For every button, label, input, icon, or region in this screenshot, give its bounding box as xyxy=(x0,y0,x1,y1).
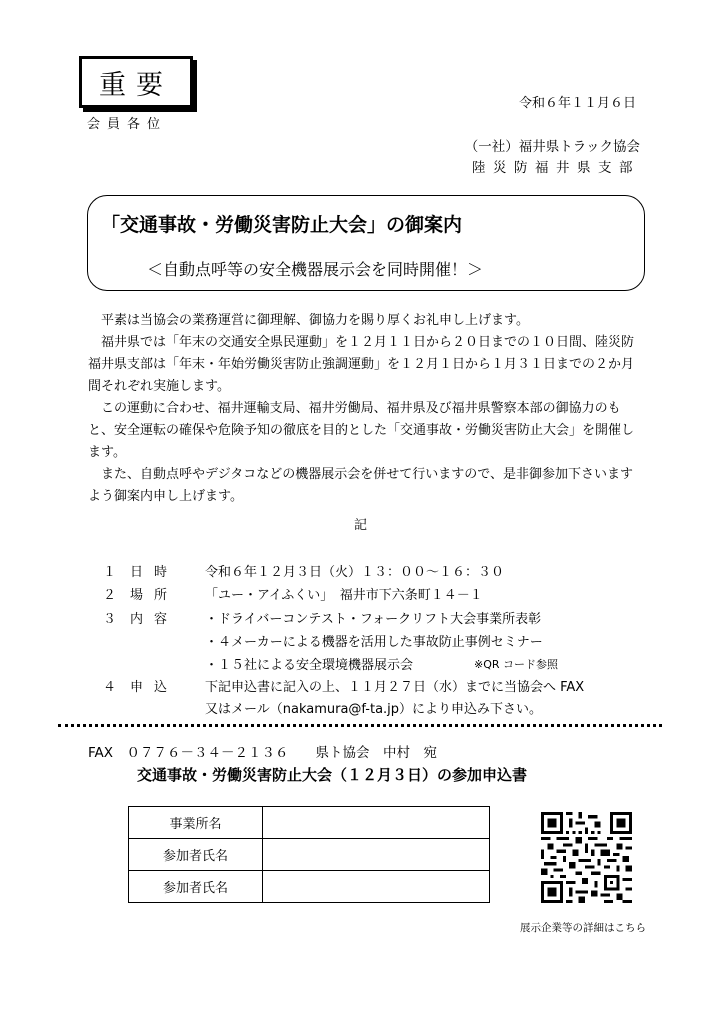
body-paragraph: この運動に合わせ、福井運輸支局、福井労働局、福井県及び福井県警察本部の御協力のもと、安全運転の確保や危険予知の徹底を目的とした「交通事故・労働災害防止大会」を開催します。 xyxy=(88,401,635,460)
document-title: 「交通事故・労働災害防止大会」の御案内 xyxy=(101,214,463,236)
sender-branch: 陸災防福井県支部 xyxy=(472,160,640,176)
qr-caption: 展示企業等の詳細はこちら xyxy=(520,922,646,934)
important-stamp xyxy=(79,56,193,108)
qr-reference-note: ※QR コード参照 xyxy=(474,658,559,671)
document-subtitle: ＜自動点呼等の安全機器展示会を同時開催！＞ xyxy=(147,260,484,279)
office-name-field[interactable] xyxy=(263,807,490,839)
detail-apply-line: 下記申込書に記入の上、１１月２７日（水）までに当協会へ FAX xyxy=(205,680,585,695)
detail-apply-label: 申込 xyxy=(130,680,179,695)
table-row xyxy=(129,871,490,903)
application-form-table xyxy=(128,806,490,903)
qr-code-icon xyxy=(541,812,632,903)
form-title: 交通事故・労働災害防止大会（１２月３日）の参加申込書 xyxy=(137,766,528,784)
body-paragraphs xyxy=(88,310,643,508)
issue-date: 令和６年１１月６日 xyxy=(518,96,636,111)
detail-content-num: ３ xyxy=(103,612,117,627)
detail-date-label: 日時 xyxy=(130,565,179,580)
detail-place-label: 場所 xyxy=(130,588,179,603)
detail-content-item: ・ドライバーコンテスト・フォークリフト大会事業所表彰 xyxy=(205,612,542,627)
cut-line-divider xyxy=(58,724,662,727)
participant-name-field[interactable] xyxy=(263,839,490,871)
table-row xyxy=(129,839,490,871)
detail-place-value: 「ユー・アイふくい」 福井市下六条町１４－１ xyxy=(205,588,483,603)
detail-content-item: ・４メーカーによる機器を活用した事故防止事例セミナー xyxy=(205,635,543,650)
detail-content-item: ・１５社による安全環境機器展示会 xyxy=(205,658,414,673)
participant-name-field[interactable] xyxy=(263,871,490,903)
detail-date-value: 令和６年１２月３日（火）１３：００～１６：３０ xyxy=(205,565,505,580)
fax-line: FAX ０７７６－３４－２１３６ 県ト協会 中村 宛 xyxy=(88,745,438,761)
detail-content-label: 内容 xyxy=(130,612,179,627)
table-row xyxy=(129,807,490,839)
form-label: 参加者氏名 xyxy=(129,871,263,903)
body-paragraph: 福井県では「年末の交通安全県民運動」を１２月１１日から２０日までの１０日間、陸災防福井県支部は「年末・年始労働災害防止強調運動」を１２月１日から１月３１日までの２か月間それぞれ実施します。 xyxy=(88,335,635,394)
important-label: 重要 xyxy=(99,69,173,101)
sender-org: （一社）福井県トラック協会 xyxy=(464,139,640,155)
form-label: 参加者氏名 xyxy=(129,839,263,871)
qr-code[interactable] xyxy=(541,812,632,903)
ki-label: 記 xyxy=(354,518,368,533)
body-paragraph: また、自動点呼やデジタコなどの機器展示会を併せて行いますので、是非御参加下さいますよう御案内申し上げます。 xyxy=(88,467,633,504)
recipients: 会員各位 xyxy=(87,117,168,132)
detail-apply-line: 又はメール（nakamura@f-ta.jp）により申込み下さい。 xyxy=(205,702,543,717)
detail-apply-num: ４ xyxy=(103,680,117,695)
body-paragraph: 平素は当協会の業務運営に御理解、御協力を賜り厚くお礼申し上げます。 xyxy=(88,313,529,328)
form-label: 事業所名 xyxy=(129,807,263,839)
detail-date-num: １ xyxy=(103,565,117,580)
detail-place-num: ２ xyxy=(103,588,117,603)
